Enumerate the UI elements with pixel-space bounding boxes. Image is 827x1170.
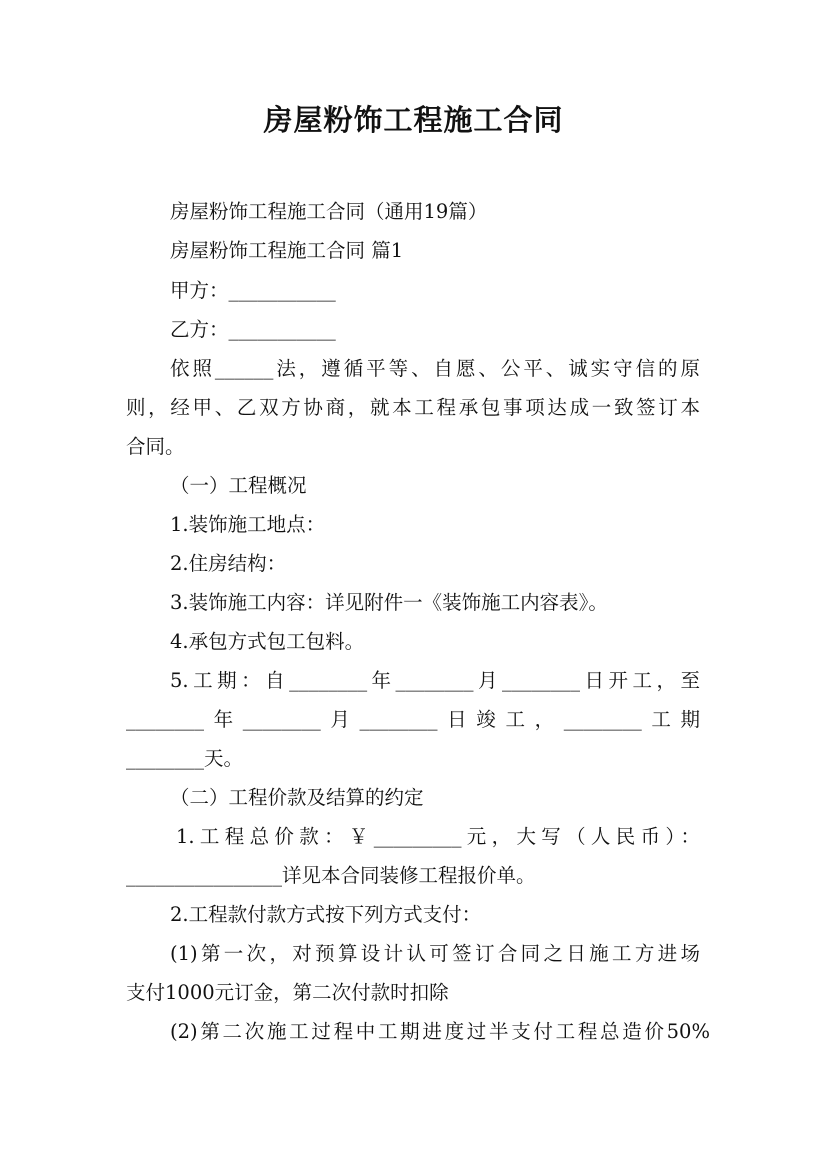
list-item: 2.住房结构： — [170, 552, 287, 575]
list-item: 1.装饰施工地点： — [170, 513, 326, 536]
paragraph-line: 依照______法，遵循平等、自愿、公平、诚实守信的原 — [170, 357, 700, 380]
list-item: 1.工程总价款：￥_________元，大写（人民币）： — [176, 825, 700, 848]
paragraph-line: 则，经甲、乙双方协商，就本工程承包事项达成一致签订本 — [126, 396, 700, 419]
subtitle-line: 房屋粉饰工程施工合同（通用19篇） — [170, 200, 488, 223]
list-item: (1)第一次，对预算设计认可签订合同之日施工方进场 — [170, 942, 700, 965]
party-b-line: 乙方：___________ — [170, 318, 336, 341]
list-item: (2)第二次施工过程中工期进度过半支付工程总造价50% — [170, 1020, 710, 1043]
list-item: 2.工程款付款方式按下列方式支付： — [170, 903, 482, 926]
list-item: 5.工期：自________年________月________日开工，至 — [170, 669, 700, 692]
section-heading: 房屋粉饰工程施工合同 篇1 — [170, 239, 404, 262]
section-heading: （二）工程价款及结算的约定 — [170, 786, 424, 809]
party-a-line: 甲方：___________ — [170, 279, 336, 302]
paragraph-line: 支付1000元订金，第二次付款时扣除 — [126, 981, 449, 1004]
paragraph-line: ________________详见本合同装修工程报价单。 — [126, 864, 536, 887]
paragraph-line: 合同。 — [126, 435, 185, 458]
list-item: 4.承包方式包工包料。 — [170, 630, 365, 653]
paragraph-line: ________天。 — [126, 747, 244, 770]
section-heading: （一）工程概况 — [170, 474, 307, 497]
document-title: 房屋粉饰工程施工合同 — [263, 103, 564, 137]
list-item: 3.装饰施工内容：详见附件一《装饰施工内容表》。 — [170, 591, 608, 614]
paragraph-line: ________年________月________日竣工，________工期 — [126, 708, 700, 731]
